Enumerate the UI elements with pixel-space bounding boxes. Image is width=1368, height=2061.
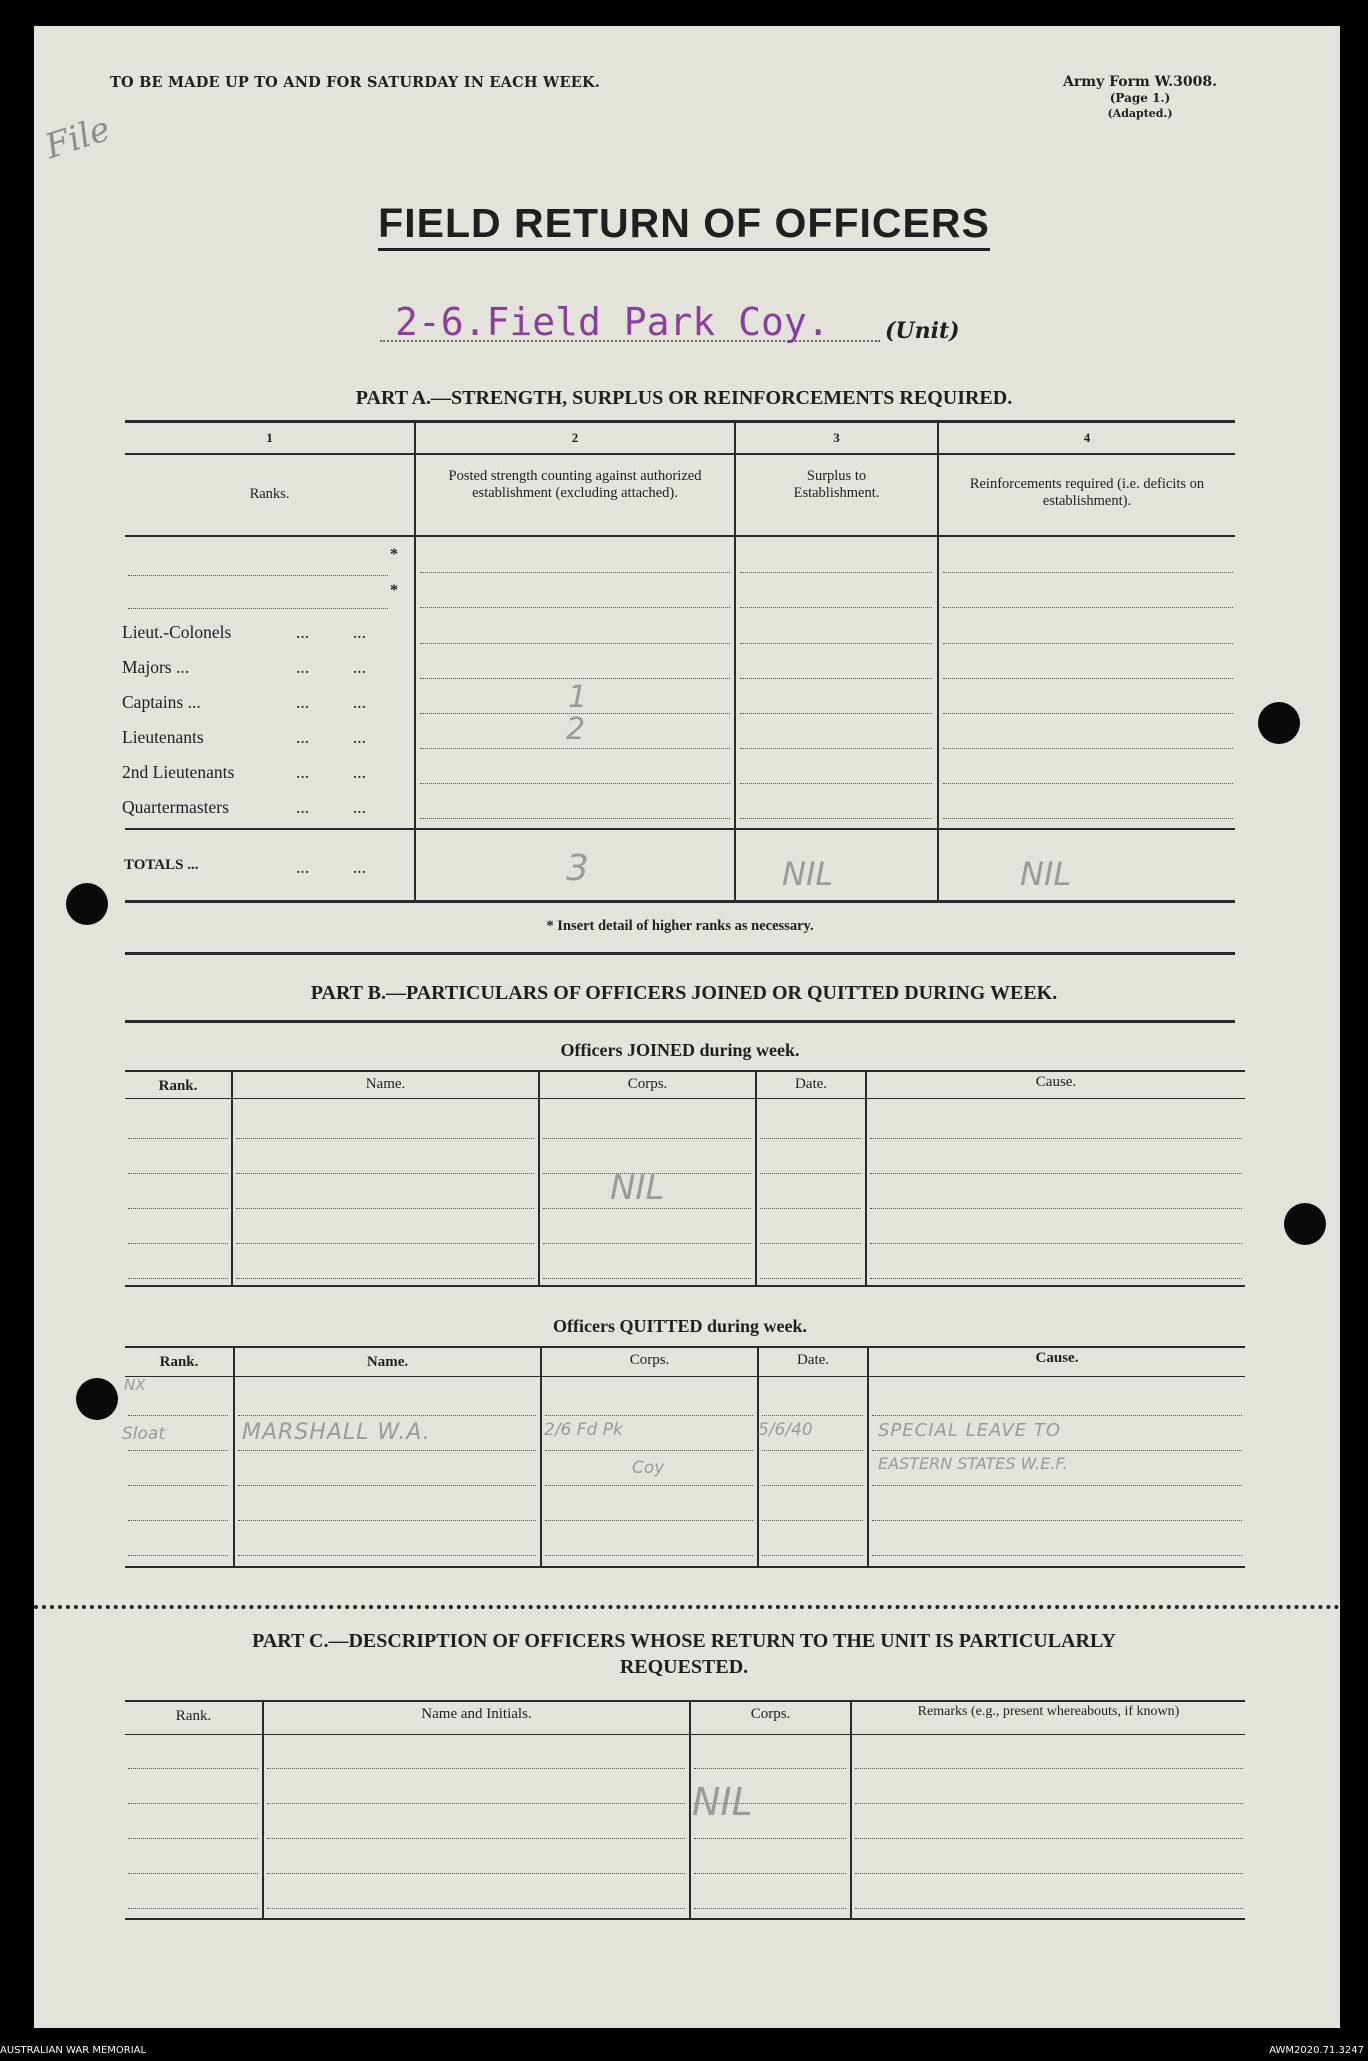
col-divider bbox=[937, 420, 939, 902]
rule bbox=[125, 535, 1235, 537]
handwritten-total-reinforcements: NIL bbox=[1020, 855, 1072, 893]
col-divider bbox=[262, 1702, 264, 1920]
quitted-title: Officers QUITTED during week. bbox=[553, 1316, 807, 1336]
file-handwritten-note: File bbox=[40, 108, 116, 168]
quitted-col-date: Date. bbox=[796, 1352, 830, 1368]
rank-dots: ... ... bbox=[296, 727, 366, 747]
rule bbox=[125, 453, 1235, 455]
rank-majors: Majors ... bbox=[122, 657, 190, 677]
adapted-note: (Adapted.) bbox=[1107, 107, 1173, 120]
rule bbox=[125, 1346, 1245, 1348]
col-number-2: 2 bbox=[571, 430, 579, 445]
handwritten-part-c-nil: NIL bbox=[692, 1780, 753, 1824]
punch-hole bbox=[66, 883, 108, 925]
form-number: Army Form W.3008. bbox=[1063, 74, 1217, 90]
unit-label: (Unit) bbox=[885, 318, 960, 344]
part-c-col-rank: Rank. bbox=[175, 1708, 212, 1724]
instruction-text: TO BE MADE UP TO AND FOR SATURDAY IN EACH WEEK. bbox=[110, 74, 601, 91]
rule bbox=[125, 1700, 1245, 1702]
unit-stamp: 2-6.Field Park Coy. bbox=[395, 300, 830, 344]
col-number-4: 4 bbox=[1083, 430, 1091, 445]
col-divider bbox=[867, 1348, 869, 1568]
col-divider bbox=[231, 1072, 233, 1286]
quitted-col-rank: Rank. bbox=[159, 1354, 199, 1370]
col-divider bbox=[755, 1072, 757, 1286]
handwritten-total-surplus: NIL bbox=[782, 855, 834, 893]
col-header-surplus: Surplus to Establishment. bbox=[793, 468, 880, 501]
rule bbox=[125, 1918, 1245, 1920]
totals-label: TOTALS ... bbox=[124, 857, 199, 873]
col-divider bbox=[538, 1072, 540, 1286]
quitted-col-corps: Corps. bbox=[629, 1352, 670, 1368]
part-c-col-remarks: Remarks (e.g., present whereabouts, if known) bbox=[917, 1704, 1180, 1719]
handwritten-quitted-corps-2: Coy bbox=[632, 1458, 665, 1478]
quitted-col-cause: Cause. bbox=[1035, 1350, 1079, 1366]
handwritten-total-posted: 3 bbox=[566, 848, 589, 889]
col-divider bbox=[414, 420, 416, 902]
joined-col-name: Name. bbox=[365, 1076, 406, 1092]
col-divider bbox=[233, 1348, 235, 1568]
rule bbox=[125, 900, 1235, 903]
handwritten-quitted-corps-1: 2/6 Fd Pk bbox=[544, 1420, 623, 1440]
handwritten-quitted-cause-2: EASTERN STATES W.E.F. bbox=[878, 1454, 1068, 1473]
rule bbox=[125, 1734, 1245, 1735]
perforation-line bbox=[34, 1605, 1340, 1609]
form-number-block bbox=[1040, 74, 1240, 122]
part-c-title-line-1: PART C.—DESCRIPTION OF OFFICERS WHOSE RETURN TO THE UNIT IS PARTICULARLY bbox=[252, 1630, 1116, 1652]
handwritten-quitted-rank-2: Sloat bbox=[122, 1424, 165, 1444]
rank-dots: ... ... bbox=[296, 622, 366, 642]
rank-captains: Captains ... bbox=[122, 692, 201, 712]
rule bbox=[125, 420, 1235, 423]
rule bbox=[125, 1566, 1245, 1568]
part-c-col-corps: Corps. bbox=[750, 1706, 791, 1722]
footer-archive-name: AUSTRALIAN WAR MEMORIAL bbox=[0, 2045, 147, 2056]
rank-dots: ... ... bbox=[296, 762, 366, 782]
col-header-ranks: Ranks. bbox=[249, 486, 290, 502]
col-divider bbox=[850, 1702, 852, 1920]
part-c-col-name: Name and Initials. bbox=[421, 1706, 532, 1722]
joined-title: Officers JOINED during week. bbox=[560, 1040, 800, 1060]
punch-hole bbox=[1284, 1203, 1326, 1245]
rank-dots: ... ... bbox=[296, 857, 366, 877]
col-divider bbox=[865, 1072, 867, 1286]
joined-col-cause: Cause. bbox=[1035, 1074, 1077, 1090]
rule bbox=[125, 952, 1235, 955]
col-header-posted: Posted strength counting against authorized establishment (excluding attached). bbox=[448, 468, 702, 501]
handwritten-quitted-name: MARSHALL W.A. bbox=[242, 1420, 431, 1445]
handwritten-joined-nil: NIL bbox=[610, 1168, 665, 1208]
col-divider bbox=[734, 420, 736, 902]
rank-quartermasters: Quartermasters bbox=[122, 797, 229, 817]
star-marker: * bbox=[390, 546, 398, 563]
page-number: (Page 1.) bbox=[1109, 91, 1171, 105]
col-number-1: 1 bbox=[266, 430, 273, 445]
joined-col-date: Date. bbox=[794, 1076, 828, 1092]
quitted-col-name: Name. bbox=[366, 1354, 409, 1370]
rank-lieutenants: Lieutenants bbox=[122, 727, 204, 747]
col-divider bbox=[689, 1702, 691, 1920]
rule bbox=[125, 1098, 1245, 1099]
handwritten-captains: 1 bbox=[568, 680, 588, 715]
rule bbox=[125, 1070, 1245, 1072]
part-b-title: PART B.—PARTICULARS OF OFFICERS JOINED OR QUITTED DURING WEEK. bbox=[310, 982, 1058, 1004]
rank-dots: ... ... bbox=[296, 657, 366, 677]
col-divider bbox=[540, 1348, 542, 1568]
handwritten-quitted-date: 5/6/40 bbox=[758, 1420, 813, 1440]
dotted-line bbox=[128, 575, 388, 576]
rule bbox=[125, 1376, 1245, 1377]
rule bbox=[125, 1285, 1245, 1287]
rank-dots: ... ... bbox=[296, 692, 366, 712]
joined-col-rank: Rank. bbox=[158, 1078, 198, 1094]
punch-hole bbox=[76, 1378, 118, 1420]
handwritten-quitted-rank-1: NX bbox=[124, 1376, 146, 1394]
joined-col-corps: Corps. bbox=[627, 1076, 668, 1092]
part-c-title-line-2: REQUESTED. bbox=[619, 1656, 749, 1678]
rule bbox=[125, 1020, 1235, 1023]
rule bbox=[125, 828, 1235, 830]
rank-2nd-lieutenants: 2nd Lieutenants bbox=[122, 762, 235, 782]
rank-lieut-colonels: Lieut.-Colonels bbox=[122, 622, 232, 642]
star-marker: * bbox=[390, 582, 398, 599]
dotted-line bbox=[128, 608, 388, 609]
col-header-reinforcements: Reinforcements required (i.e. deficits on establishment). bbox=[969, 476, 1205, 509]
punch-hole bbox=[1258, 702, 1300, 744]
handwritten-lieutenants: 2 bbox=[566, 712, 586, 747]
part-a-title: PART A.—STRENGTH, SURPLUS OR REINFORCEMENTS REQUIRED. bbox=[355, 387, 1013, 409]
footer-archive-id: AWM2020.71.3247 bbox=[1269, 2045, 1364, 2056]
page-title: FIELD RETURN OF OFFICERS bbox=[0, 200, 1368, 247]
col-number-3: 3 bbox=[833, 430, 840, 445]
handwritten-quitted-cause-1: SPECIAL LEAVE TO bbox=[878, 1420, 1061, 1441]
rank-dots: ... ... bbox=[296, 797, 366, 817]
col-divider bbox=[757, 1348, 759, 1568]
footnote: * Insert detail of higher ranks as necessary. bbox=[546, 918, 814, 934]
